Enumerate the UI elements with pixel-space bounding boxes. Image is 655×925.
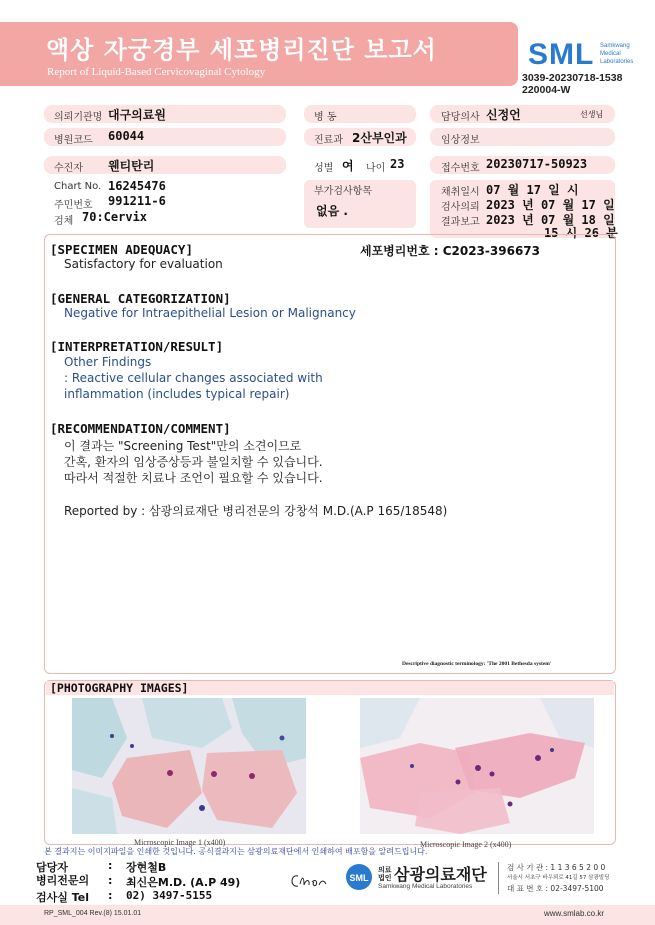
doctor-suffix: 선생님 — [580, 110, 604, 119]
foundation-logo-icon — [344, 862, 374, 892]
doctor-value: 신정언 — [486, 108, 521, 122]
address: 서울시 서초구 바우뫼로 41길 57 삼광빌딩 — [507, 875, 610, 881]
dept-value: 2산부인과 — [352, 131, 407, 145]
pathologist-label: 병리전문의 — [36, 874, 90, 887]
foundation-prefix: 의료 법인 — [378, 866, 392, 882]
main-phone: 대 표 번 호 : 02-3497-5100 — [507, 884, 604, 893]
tel-label: 검사실 Tel — [36, 891, 89, 904]
report-title: 액상 자궁경부 세포병리진단 보고서 — [46, 36, 437, 64]
patient-value: 웬티탄리 — [108, 159, 155, 173]
request-label: 검사의뢰 — [441, 202, 480, 213]
recommendation-line-3: 따라서 적절한 치료나 조언이 필요할 수 있습니다. — [64, 471, 323, 485]
result-value: 2023 년 07 월 18 일 — [486, 213, 615, 227]
microscopic-image-1 — [72, 698, 306, 834]
footer-divider — [498, 862, 499, 894]
staff-value: 장현철B — [126, 861, 167, 874]
result-label: 결과보고 — [441, 217, 480, 228]
collect-label: 채취일시 — [441, 187, 480, 198]
clinical-label: 임상정보 — [441, 135, 480, 146]
foundation-name: 삼광의료재단 — [394, 865, 487, 884]
pathologist-signature — [288, 870, 330, 892]
org-label: 의뢰기관명 — [54, 112, 103, 123]
terminology-note: Descriptive diagnostic terminology: 'The 2001 Bethesda system' — [402, 661, 552, 667]
hospital-code-label: 병원코드 — [54, 135, 93, 146]
age-value: 23 — [390, 157, 405, 171]
age-label: 나이 — [366, 163, 386, 174]
cytology-number: 세포병리번호 : C2023-396673 — [360, 244, 540, 258]
recommendation-line-1: 이 결과는 "Screening Test"만의 소견이므로 — [64, 439, 302, 453]
chart-value: 16245476 — [108, 179, 166, 193]
specimen-label: 검체 — [54, 216, 74, 227]
specimen-value: 70:Cervix — [82, 210, 148, 224]
receipt-label: 접수번호 — [441, 163, 480, 174]
website-link[interactable]: www.smlab.co.kr — [544, 909, 605, 918]
pathologist-value: 최신은M.D. (A.P 49) — [126, 876, 241, 889]
interpretation-line-2: : Reactive cellular changes associated with — [64, 371, 323, 385]
hospital-code-value: 60044 — [108, 129, 145, 143]
extra-test-label: 부가검사항목 — [314, 186, 372, 197]
org-value: 대구의료원 — [108, 108, 166, 122]
form-code: RP_SML_004 Rev.(8) 15.01.01 — [44, 910, 142, 917]
staff-label: 담당자 — [36, 861, 68, 874]
staff-colon: : — [108, 859, 113, 872]
recommendation-heading: [RECOMMENDATION/COMMENT] — [50, 421, 231, 436]
sex-label: 성별 — [314, 163, 334, 174]
recommendation-line-2: 간혹, 환자의 임상증상등과 불일치할 수 있습니다. — [64, 455, 323, 469]
patient-label: 수진자 — [54, 163, 83, 174]
interpretation-line-3: inflammation (includes typical repair) — [64, 387, 290, 401]
report-subtitle: Report of Liquid-Based Cervicovaginal Cytology — [47, 66, 266, 78]
print-notice: 본 결과지는 이미지파일을 인쇄한 것입니다. 공식결과지는 삼광의료재단에서 인쇄하여 배포함을 알려드립니다. — [44, 847, 428, 856]
chart-label: Chart No. — [54, 181, 102, 192]
report-id: 3039-20230718-1538 220004-W — [522, 72, 623, 96]
image-1-caption: Microscopic Image 1 (x400) — [134, 838, 226, 847]
ward-label: 병 동 — [314, 112, 337, 123]
microscopic-image-2 — [360, 698, 594, 834]
reported-by: Reported by : 삼광의료재단 병리전문의 강창석 M.D.(A.P 165/18548) — [64, 504, 448, 518]
interpretation-line-1: Other Findings — [64, 355, 152, 369]
result-time: 15 시 26 분 — [544, 226, 618, 240]
category-text: Negative for Intraepithelial Lesion or Malignancy — [64, 306, 356, 320]
sex-value: 여 — [342, 159, 354, 173]
pathologist-colon: : — [108, 874, 113, 887]
sml-logo: SML Samkwang Medical Laboratories — [528, 38, 634, 71]
dept-label: 진료과 — [314, 135, 343, 146]
adequacy-text: Satisfactory for evaluation — [64, 257, 223, 271]
doctor-label: 담당의사 — [441, 112, 480, 123]
interpretation-heading: [INTERPRETATION/RESULT] — [50, 339, 224, 354]
collect-value: 07 월 17 일 시 — [486, 183, 579, 197]
photo-heading: [PHOTOGRAPHY IMAGES] — [50, 681, 189, 695]
receipt-value: 20230717-50923 — [486, 157, 588, 171]
org-number: 검 사 기 관 : 1 1 3 6 5 2 0 0 — [507, 863, 606, 872]
tel-colon: : — [108, 889, 113, 902]
category-heading: [GENERAL CATEGORIZATION] — [50, 291, 231, 306]
svg-text:SML: SML — [349, 873, 369, 883]
adequacy-heading: [SPECIMEN ADEQUACY] — [50, 242, 193, 257]
resident-value: 991211-6 — [108, 194, 166, 208]
extra-test-value: 없음 . — [316, 204, 348, 218]
request-value: 2023 년 07 월 17 일 — [486, 198, 615, 212]
tel-value: 02) 3497-5155 — [126, 889, 213, 902]
image-2-caption: Microscopic Image 2 (x400) — [420, 840, 512, 849]
resident-label: 주민번호 — [54, 200, 93, 211]
foundation-name-en: Samkwang Medical Laboratories — [378, 883, 473, 890]
